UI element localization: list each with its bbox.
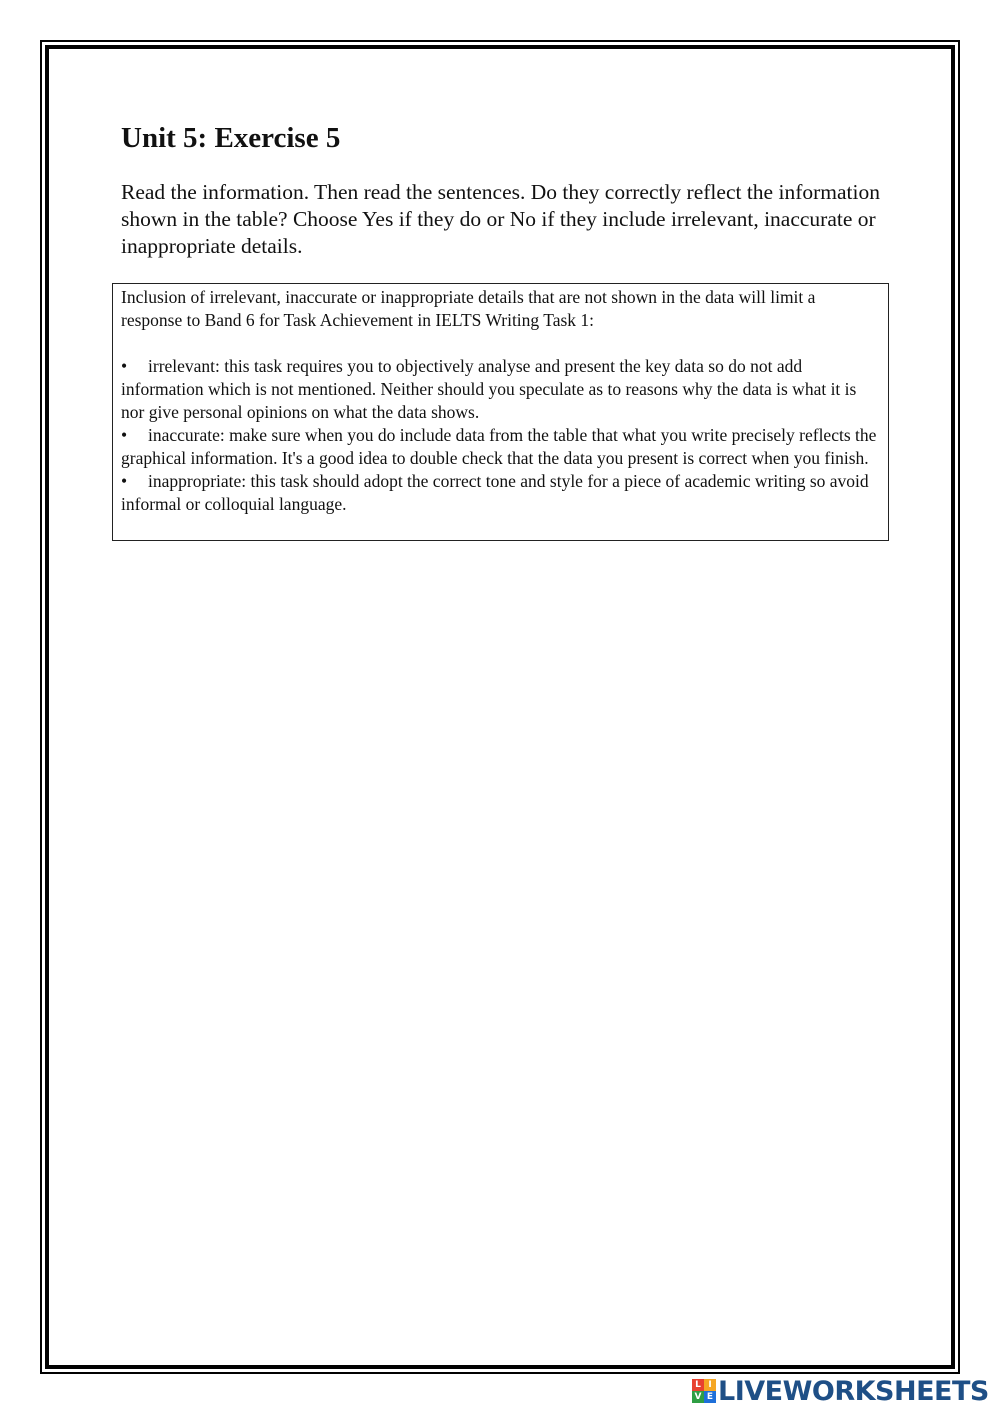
bullet-inappropriate-text: inappropriate: this task should adopt the correct tone and style for a piece of academic writing so avoid informal or colloquial language. bbox=[121, 471, 869, 514]
bullet-inappropriate bbox=[121, 470, 880, 516]
bullet-symbol: • bbox=[121, 356, 128, 376]
page-title: Unit 5: Exercise 5 bbox=[121, 122, 341, 154]
liveworksheets-logo-icon bbox=[692, 1379, 716, 1403]
bullet-symbol: • bbox=[121, 425, 128, 445]
bullet-symbol: • bbox=[121, 471, 128, 491]
bullet-inaccurate bbox=[121, 424, 880, 470]
logo-letter: E bbox=[704, 1391, 716, 1403]
bullet-inaccurate-text: inaccurate: make sure when you do include data from the table that what you write precisely reflects the graphical information. It's a good idea to double check that the data you present is correct when you finish. bbox=[121, 425, 877, 468]
logo-letter: I bbox=[704, 1379, 716, 1391]
info-box bbox=[112, 283, 889, 541]
logo-letter: L bbox=[692, 1379, 704, 1391]
instructions-text: Read the information. Then read the sentences. Do they correctly reflect the information shown in the table? Choose Yes if they do or No if they include irrelevant, inaccurate or inappropriate details. bbox=[121, 180, 880, 258]
bullet-irrelevant-text-a: irrelevant: this task requires you to objectively analyse and present the key data so do not add bbox=[148, 356, 803, 376]
liveworksheets-brand bbox=[692, 1376, 989, 1406]
liveworksheets-wordmark: LIVEWORKSHEETS bbox=[718, 1375, 989, 1407]
logo-letter: V bbox=[692, 1391, 704, 1403]
info-intro: Inclusion of irrelevant, inaccurate or inappropriate details that are not shown in the data will limit a response to Band 6 for Task Achievement in IELTS Writing Task 1: bbox=[121, 287, 816, 330]
bullet-irrelevant bbox=[121, 355, 880, 424]
bullet-irrelevant-text-b: information which is not mentioned. Neither should you speculate as to reasons why the data is what it is nor give personal opinions on what the data shows. bbox=[121, 379, 857, 422]
